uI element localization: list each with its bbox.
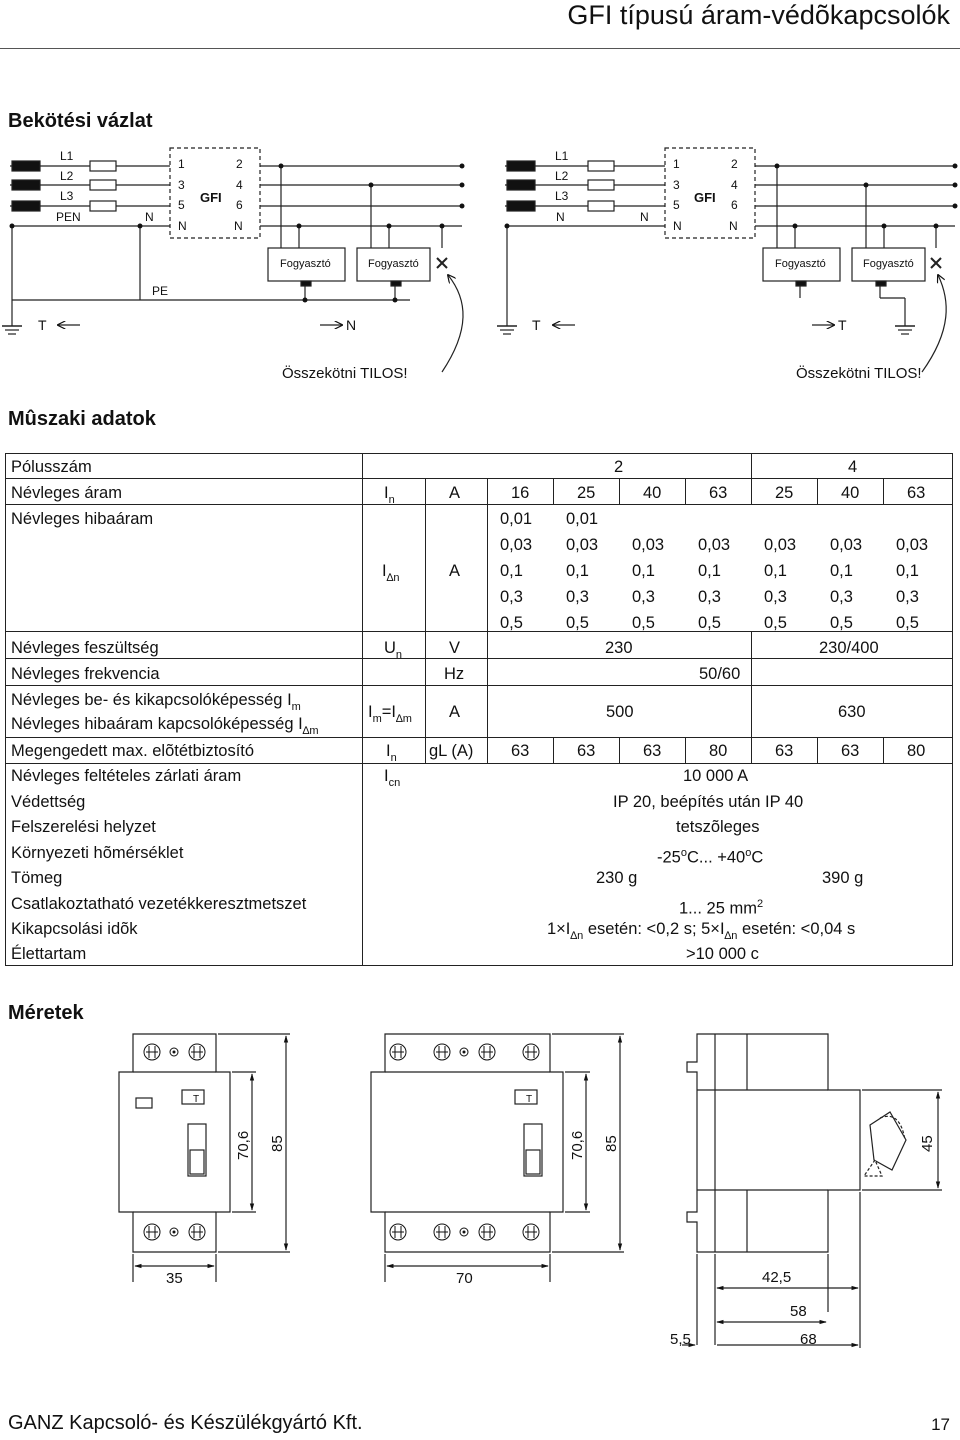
spec-unit: V [449, 639, 461, 657]
spec-unit: A [449, 484, 461, 502]
terminal: 4 [731, 178, 738, 192]
spec-unit: Hz [444, 665, 465, 683]
spec-value: 80 [907, 742, 926, 760]
dim-label: 45 [919, 1135, 936, 1152]
spec-value: 0,5 [764, 614, 787, 632]
spec-value: 4 [848, 458, 858, 476]
side-view [682, 1034, 942, 1348]
spec-label: Névleges feltételes zárlati áram [11, 767, 242, 785]
grid-line [6, 504, 953, 505]
spec-value: 0,5 [632, 614, 655, 632]
spec-label: Megengedett max. elõtétbiztosító [11, 742, 255, 760]
line-label: PEN [56, 210, 81, 224]
front-view-2pole [119, 1034, 290, 1282]
spec-value: 63 [643, 742, 662, 760]
spec-value: 0,01 [566, 510, 599, 528]
spec-value: 0,3 [830, 588, 853, 606]
load-label: Fogyasztó [775, 258, 826, 270]
spec-label: Kikapcsolási idõk [11, 920, 138, 938]
spec-label: Élettartam [11, 945, 87, 963]
front-view-4pole [371, 1034, 624, 1282]
n-label: N [640, 210, 649, 224]
page-number: 17 [931, 1415, 950, 1434]
spec-value: 0,3 [632, 588, 655, 606]
warning-text: Összekötni TILOS! [282, 365, 408, 382]
title-rule [0, 48, 960, 49]
line-label: L3 [60, 189, 74, 203]
spec-value: 25 [775, 484, 794, 502]
spec-value: 230 [605, 639, 633, 657]
gfi-label: GFI [694, 190, 716, 205]
spec-value: >10 000 c [686, 945, 759, 963]
line-label: L3 [555, 189, 569, 203]
terminal: 1 [178, 157, 185, 171]
line-label: L1 [60, 149, 74, 163]
spec-value: 0,1 [632, 562, 655, 580]
spec-value: 0,5 [698, 614, 721, 632]
spec-value: 16 [511, 484, 530, 502]
spec-value: 63 [511, 742, 530, 760]
terminal: 5 [178, 198, 185, 212]
spec-value: IP 20, beépítés után IP 40 [613, 793, 804, 811]
grid-line [487, 478, 488, 763]
spec-symbol: $U_n$ [384, 639, 403, 661]
gfi-label: GFI [200, 190, 222, 205]
wiring-diagram [0, 140, 960, 385]
terminal: N [673, 219, 682, 233]
grid-line [6, 478, 953, 479]
spec-symbol: $I_m=I_{\Delta m}$ [368, 703, 412, 725]
warning-text: Összekötni TILOS! [796, 365, 922, 382]
spec-value: 0,03 [698, 536, 731, 554]
load-label: Fogyasztó [368, 258, 419, 270]
spec-value: 40 [841, 484, 860, 502]
spec-value: 0,5 [896, 614, 919, 632]
spec-value: 0,03 [764, 536, 797, 554]
spec-value: tetszõleges [676, 818, 760, 836]
section-heading-wiring: Bekötési vázlat [8, 110, 153, 132]
dim-label: 85 [269, 1135, 286, 1152]
spec-value: 0,03 [830, 536, 863, 554]
dim-label: 58 [790, 1303, 807, 1320]
load-label: Fogyasztó [280, 258, 331, 270]
pe-label: PE [152, 284, 169, 298]
spec-value: 0,5 [566, 614, 589, 632]
spec-value: 0,03 [896, 536, 929, 554]
spec-value: 40 [643, 484, 662, 502]
spec-value: 0,5 [830, 614, 853, 632]
test-label: T [38, 317, 47, 333]
terminal: 2 [236, 157, 243, 171]
dimension-drawings [0, 1025, 960, 1355]
load-label: Fogyasztó [863, 258, 914, 270]
test-label: T [838, 317, 847, 333]
grid-line [751, 454, 752, 480]
spec-value: 63 [907, 484, 926, 502]
spec-value: 0,3 [896, 588, 919, 606]
spec-value: $1\times I_{\Delta n}$ esetén: <0,2 s; $5\times I_{\Delta n}$ esetén: <0,04 s [547, 920, 856, 942]
spec-label: Névleges áram [11, 484, 122, 502]
terminal: N [234, 219, 243, 233]
spec-value: 0,1 [764, 562, 787, 580]
terminal: N [729, 219, 738, 233]
spec-value: 0,5 [500, 614, 523, 632]
terminal: 3 [178, 178, 185, 192]
spec-unit: gL (A) [429, 742, 474, 760]
grid-line [6, 685, 953, 686]
spec-value: 25 [577, 484, 596, 502]
spec-value: 390 g [822, 869, 864, 887]
spec-value: 1... 25 $mm^2$ [679, 898, 764, 918]
spec-value: 2 [614, 458, 624, 476]
test-button-label: T [193, 1094, 200, 1105]
dim-label: 42,5 [762, 1269, 792, 1286]
spec-unit: A [449, 703, 461, 721]
spec-unit: A [449, 562, 461, 580]
spec-value: 0,3 [698, 588, 721, 606]
footer-company: GANZ Kapcsoló- és Készülékgyártó Kft. [8, 1412, 363, 1434]
spec-value: 80 [709, 742, 728, 760]
spec-symbol: $I_{cn}$ [384, 767, 401, 789]
spec-value: 630 [838, 703, 866, 721]
line-label: L2 [60, 169, 74, 183]
spec-value: 10 000 A [683, 767, 749, 785]
spec-label: Névleges feszültség [11, 639, 159, 657]
spec-label: Névleges hibaáram kapcsolóképesség $I_{\Delta m}$ [11, 715, 319, 737]
spec-value: 0,01 [500, 510, 533, 528]
test-label: T [532, 317, 541, 333]
grid-line [425, 478, 426, 763]
line-label: L2 [555, 169, 569, 183]
grid-line [6, 763, 953, 764]
test-label: N [346, 317, 357, 333]
grid-line [6, 658, 953, 659]
spec-label: Védettség [11, 793, 86, 811]
terminal: 6 [731, 198, 738, 212]
dim-label: 70 [456, 1270, 473, 1287]
terminal: 5 [673, 198, 680, 212]
spec-table [5, 453, 953, 966]
spec-value: 63 [775, 742, 794, 760]
section-heading-dimensions: Méretek [8, 1002, 84, 1024]
terminal: 6 [236, 198, 243, 212]
spec-value: $-25^oC$... $+40^oC$ [657, 847, 764, 867]
terminal: N [178, 219, 187, 233]
spec-label: Névleges be- és kikapcsolóképesség $I_m$ [11, 691, 301, 713]
spec-value: 0,1 [698, 562, 721, 580]
terminal: 4 [236, 178, 243, 192]
test-button-label: T [526, 1094, 533, 1105]
dim-label: 70,6 [235, 1130, 252, 1160]
terminal: 3 [673, 178, 680, 192]
grid-line [6, 737, 953, 738]
spec-value: 0,3 [500, 588, 523, 606]
spec-label: Tömeg [11, 869, 63, 887]
spec-label: Pólusszám [11, 458, 92, 476]
spec-value: 0,1 [566, 562, 589, 580]
section-heading-specs: Mûszaki adatok [8, 408, 156, 430]
terminal: 1 [673, 157, 680, 171]
spec-value: 63 [841, 742, 860, 760]
spec-value: 0,1 [896, 562, 919, 580]
spec-label: Csatlakoztatható vezetékkeresztmetszet [11, 895, 307, 913]
spec-value: 50/60 [699, 665, 741, 683]
dim-label: 70,6 [569, 1130, 586, 1160]
dim-label: 35 [166, 1270, 183, 1287]
spec-value: 63 [709, 484, 728, 502]
spec-label: Környezeti hõmérséklet [11, 844, 184, 862]
spec-symbol: $I_{\Delta n}$ [382, 562, 400, 584]
page-title: GFI típusú áram-védõkapcsolók [567, 0, 950, 30]
n-label: N [145, 210, 154, 224]
spec-value: 0,1 [500, 562, 523, 580]
terminal: 2 [731, 157, 738, 171]
spec-value: 0,03 [632, 536, 665, 554]
spec-value: 0,3 [764, 588, 787, 606]
spec-value: 0,3 [566, 588, 589, 606]
spec-label: Felszerelési helyzet [11, 818, 156, 836]
spec-value: 230 g [596, 869, 638, 887]
grid-line [362, 454, 363, 966]
dim-label: 85 [603, 1135, 620, 1152]
spec-label: Névleges frekvencia [11, 665, 160, 683]
spec-symbol: $I_n$ [384, 484, 395, 506]
spec-label: Névleges hibaáram [11, 510, 154, 528]
spec-value: 0,03 [566, 536, 599, 554]
spec-value: 500 [606, 703, 634, 721]
spec-value: 63 [577, 742, 596, 760]
grid-line [6, 631, 953, 632]
line-label: N [556, 210, 565, 224]
spec-value: 0,1 [830, 562, 853, 580]
dim-label: 5,5 [670, 1331, 691, 1348]
spec-value: 0,03 [500, 536, 533, 554]
spec-symbol: $I_n$ [386, 742, 397, 764]
spec-value: 230/400 [819, 639, 879, 657]
dim-label: 68 [800, 1331, 817, 1348]
line-label: L1 [555, 149, 569, 163]
